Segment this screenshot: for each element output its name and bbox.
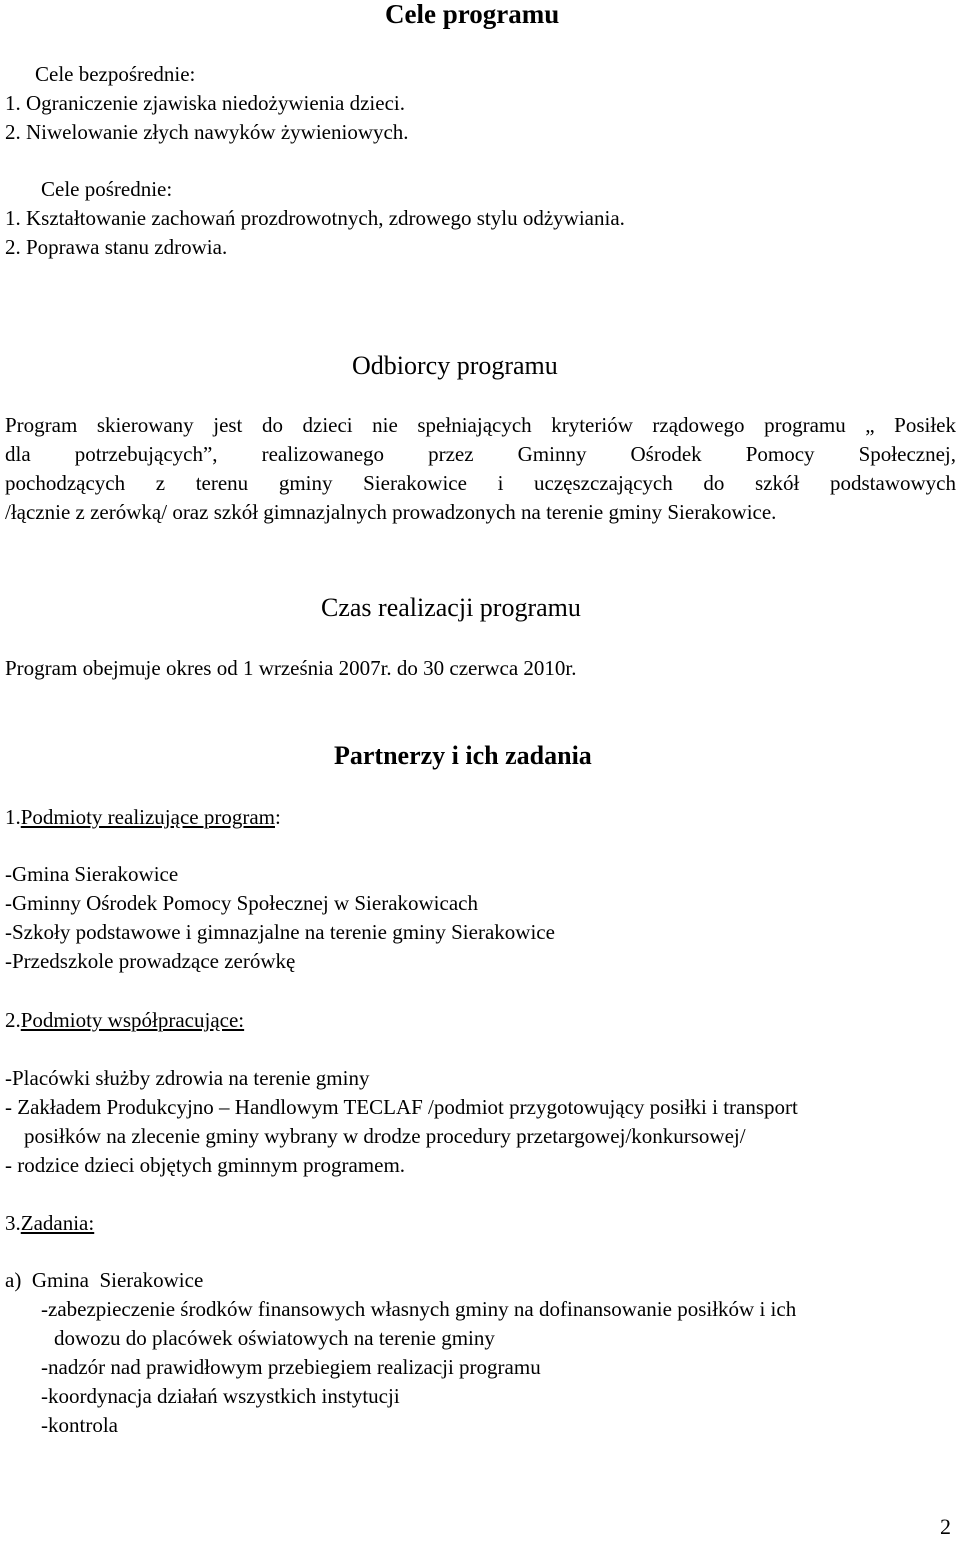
group3-number: 3. [5,1211,21,1235]
recipients-line: pochodzących z terenu gminy Sierakowice i uczęszczających do szkół podstawowych [5,471,956,495]
section-title-partners: Partnerzy i ich zadania [334,741,592,770]
group1-item: -Gmina Sierakowice [5,862,179,886]
task-item: -koordynacja działań wszystkich instytucji [41,1384,400,1408]
group3-sub-a-label: a) Gmina Sierakowice [5,1268,204,1292]
indirect-goal-item: 2. Poprawa stanu zdrowia. [5,235,228,259]
time-text: Program obejmuje okres od 1 września 2007r. do 30 czerwca 2010r. [5,656,577,680]
group1-heading [5,803,281,832]
group3-heading-text: Zadania: [20,1211,95,1235]
group1-item: -Szkoły podstawowe i gimnazjalne na terenie gminy Sierakowice [5,920,555,944]
group1-item: -Przedszkole prowadzące zerówkę [5,949,296,973]
recipients-line: Program skierowany jest do dzieci nie spełniających kryteriów rządowego programu „ Posiłek [5,413,956,437]
task-item-continuation: dowozu do placówek oświatowych na terenie gminy [54,1326,495,1350]
group3-heading [5,1209,94,1238]
task-item: -zabezpieczenie środków finansowych własnych gminy na dofinansowanie posiłków i ich [41,1297,797,1321]
group2-item: -Placówki służby zdrowia na terenie gminy [5,1066,370,1090]
direct-goal-item: 1. Ograniczenie zjawiska niedożywienia dzieci. [5,91,405,115]
page-number: 2 [940,1514,951,1539]
group2-heading-text: Podmioty współpracujące: [20,1008,245,1032]
direct-goals-heading: Cele bezpośrednie: [35,62,196,86]
recipients-paragraph [5,411,956,527]
group1-item: -Gminny Ośrodek Pomocy Społecznej w Sierakowicach [5,891,478,915]
task-item: -nadzór nad prawidłowym przebiegiem realizacji programu [41,1355,541,1379]
section-title-time: Czas realizacji programu [321,593,581,622]
indirect-goal-item: 1. Kształtowanie zachowań prozdrowotnych, zdrowego stylu odżywiania. [5,206,625,230]
group1-number: 1. [5,805,21,829]
task-item: -kontrola [41,1413,118,1437]
section-title-goals: Cele programu [385,0,560,29]
indirect-goals-heading: Cele pośrednie: [41,177,173,201]
group2-item-continuation: posiłków na zlecenie gminy wybrany w drodze procedury przetargowej/konkursowej/ [24,1124,746,1148]
direct-goal-item: 2. Niwelowanie złych nawyków żywieniowych. [5,120,409,144]
group2-number: 2. [5,1008,21,1032]
section-title-recipients: Odbiorcy programu [352,351,558,380]
group1-heading-suffix: : [275,805,281,829]
recipients-line: dla potrzebujących”, realizowanego przez Gminny Ośrodek Pomocy Społecznej, [5,442,956,466]
group2-item: - rodzice dzieci objętych gminnym programem. [5,1153,406,1177]
group2-item: - Zakładem Produkcyjno – Handlowym TECLAF /podmiot przygotowujący posiłki i transport [5,1095,798,1119]
group1-heading-text: Podmioty realizujące program [20,805,275,829]
recipients-line: /łącznie z zerówką/ oraz szkół gimnazjalnych prowadzonych na terenie gminy Sierakowice. [5,500,777,524]
group2-heading [5,1006,244,1035]
